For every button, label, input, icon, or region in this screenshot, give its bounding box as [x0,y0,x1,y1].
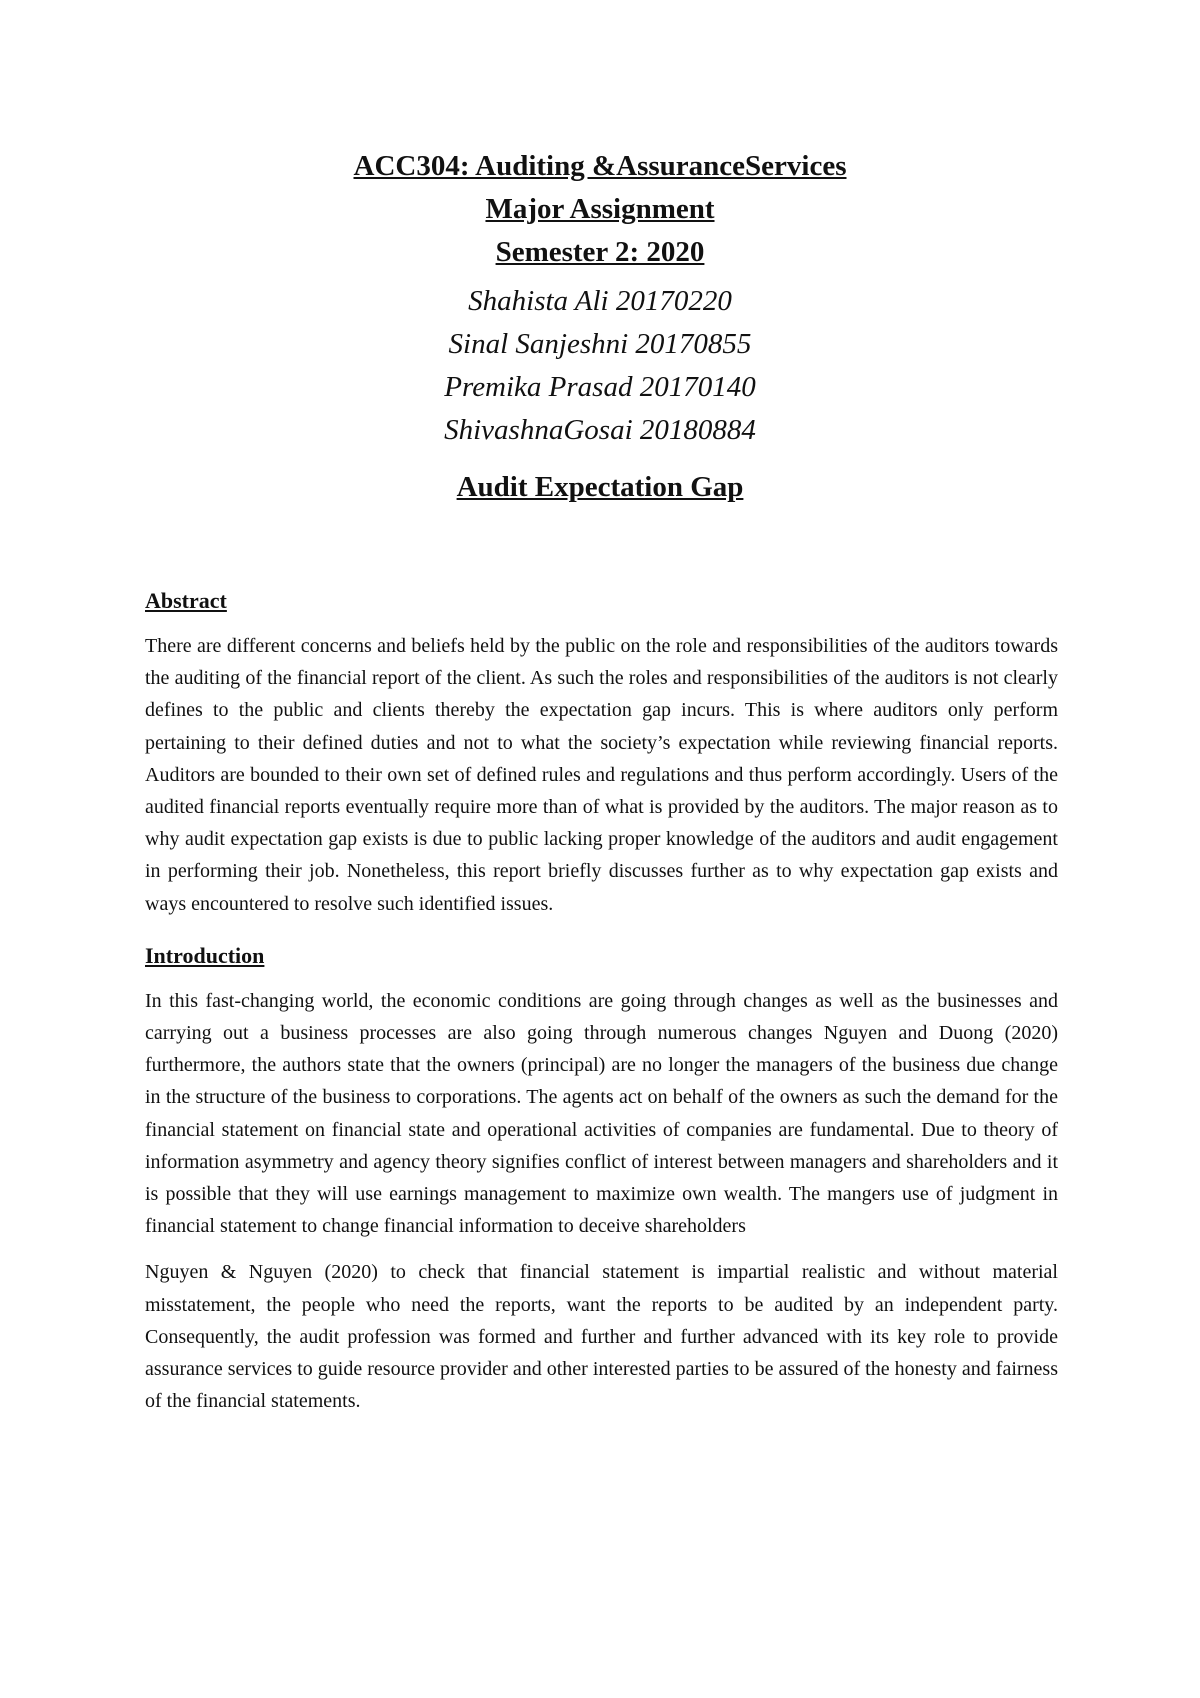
abstract-heading: Abstract [145,588,227,613]
semester-title: Semester 2: 2020 [495,236,705,268]
introduction-paragraph-1: In this fast-changing world, the economic conditions are going through changes as well as the businesses and carrying out a business processes are also going through numerous changes Nguyen and Duong (2020) furthermore, the authors state that the owners (principal) are no longer the managers of the business due change in the structure of the business to corporations. The agents act on behalf of the owners as such the demand for the financial statement on financial state and operational activities of companies are fundamental. Due to theory of information asymmetry and agency theory signifies conflict of interest between managers and shareholders and it is possible that they will use earnings management to maximize own wealth. The mangers use of judgment in financial statement to change financial information to deceive shareholders [145,989,1058,1238]
abstract-paragraph: There are different concerns and beliefs held by the public on the role and responsibilities of the auditors towards the auditing of the financial report of the client. As such the roles and responsibilities of the auditors is not clearly defines to the public and clients thereby the expectation gap incurs. This is where auditors only perform pertaining to their defined duties and not to what the society’s expectation while reviewing financial reports. Auditors are bounded to their own set of defined rules and regulations and thus perform accordingly. Users of the audited financial reports eventually require more than of what is provided by the auditors. The major reason as to why audit expectation gap exists is due to public lacking proper knowledge of the auditors and audit engagement in performing their job. Nonetheless, this report briefly discusses further as to why expectation gap exists and ways encountered to resolve such identified issues. [145,635,1058,915]
author-list [0,280,1200,452]
author-name: Premika Prasad 20170140 [444,371,756,403]
document-title: Audit Expectation Gap [456,471,744,503]
title-block [0,145,1200,509]
course-title: ACC304: Auditing &AssuranceServices [353,150,847,182]
introduction-heading: Introduction [145,942,265,968]
author-name: Shahista Ali 20170220 [468,285,732,317]
introduction-paragraph-2: Nguyen & Nguyen (2020) to check that financial statement is impartial realistic and without material misstatement, the people who need the reports, want the reports to be audited by an independent party. Consequently, the audit profession was formed and further and further advanced with its key role to provide assurance services to guide resource provider and other interested parties to be assured of the honesty and fairness of the financial statements. [145,1261,1058,1413]
introduction-section [145,941,1058,1418]
author-name: Sinal Sanjeshni 20170855 [448,328,752,360]
abstract-section [145,586,1058,920]
body-content [145,586,1058,1417]
author-name: ShivashnaGosai 20180884 [444,414,756,446]
assignment-title: Major Assignment [485,193,715,225]
